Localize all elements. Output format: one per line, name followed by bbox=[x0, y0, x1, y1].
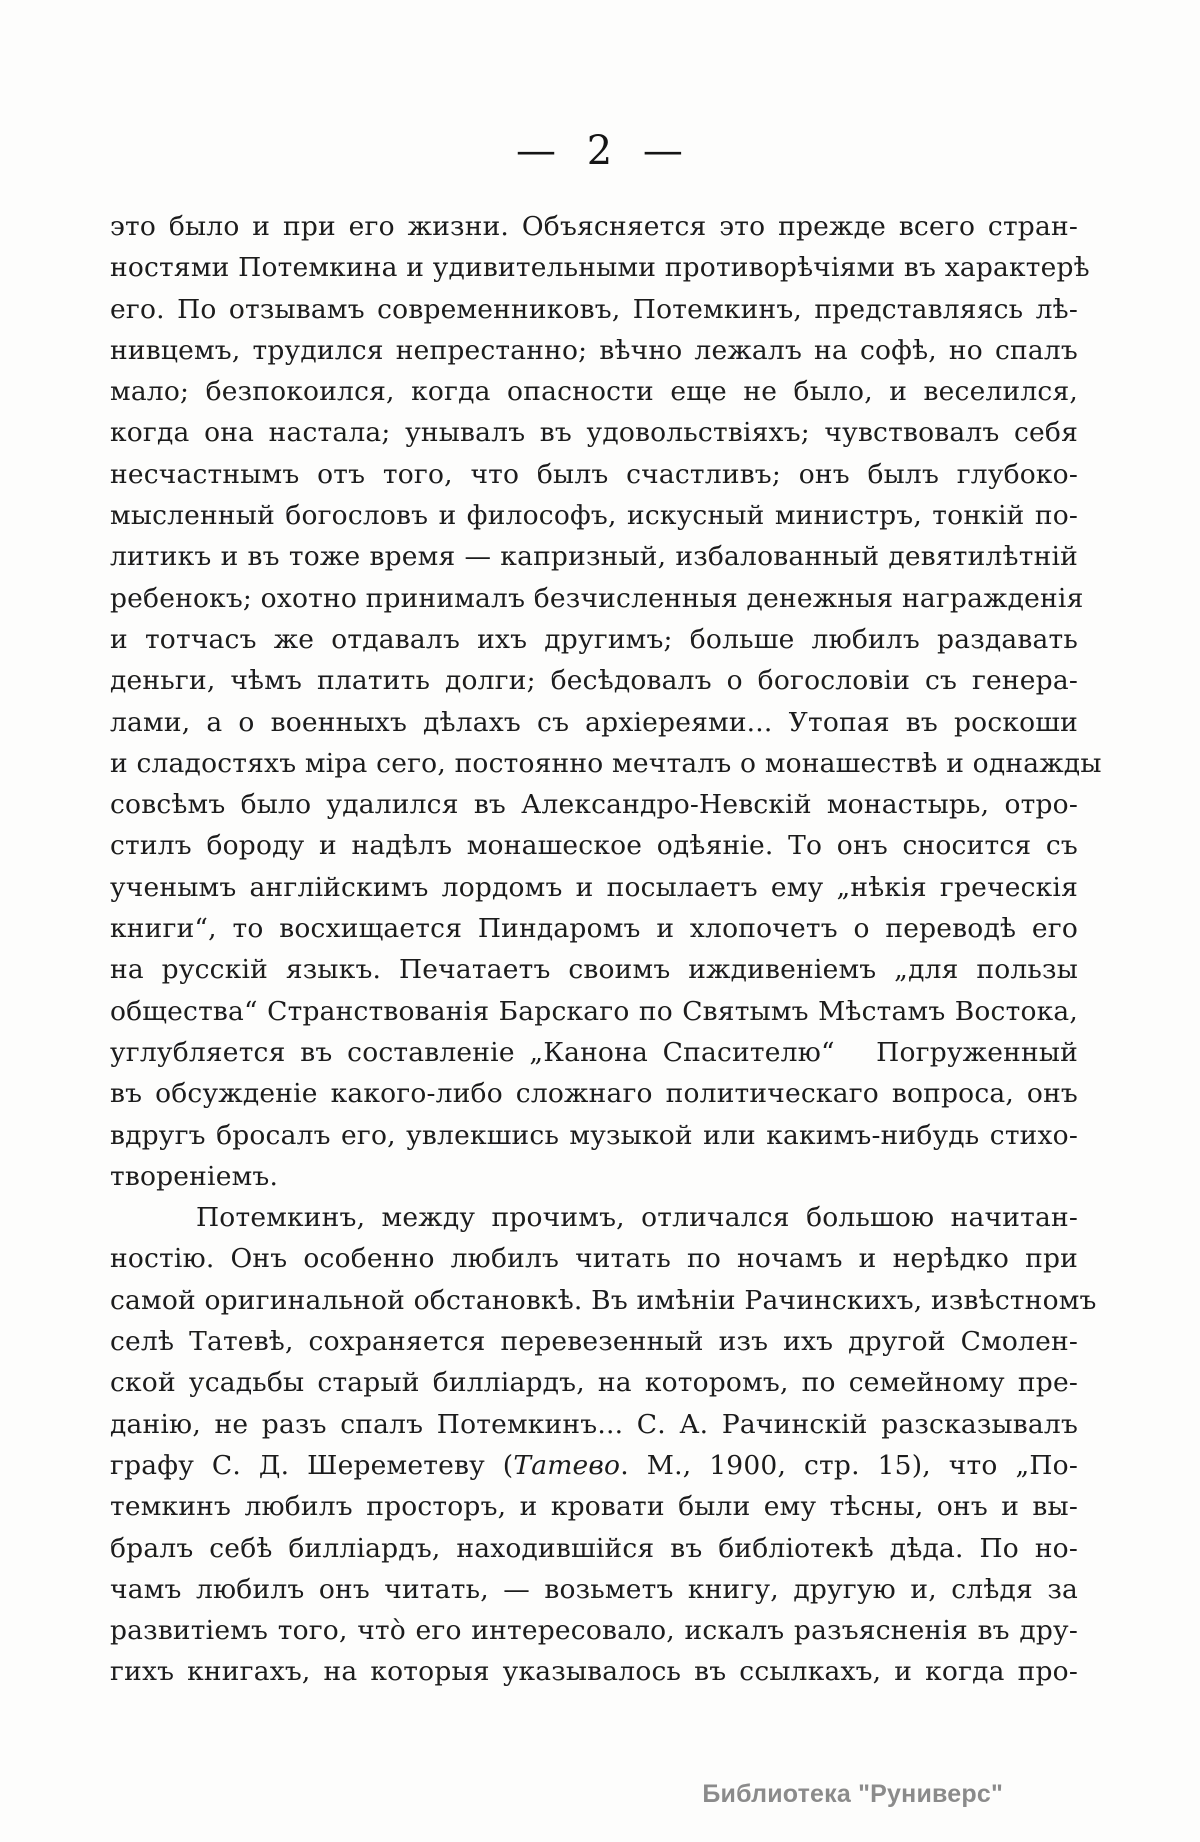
text-line bbox=[110, 330, 1078, 371]
text-line bbox=[110, 578, 1084, 619]
text-segment: бралъ себѣ билліардъ, находившійся въ библіотекѣ дѣда. По но- bbox=[110, 1532, 1078, 1564]
text-line bbox=[110, 495, 1078, 536]
text-line bbox=[110, 825, 1078, 866]
text-line bbox=[110, 949, 1078, 990]
text-line bbox=[110, 743, 1102, 784]
text-block bbox=[110, 206, 1102, 1693]
text-line bbox=[110, 908, 1078, 949]
text-segment: въ обсужденіе какого-либо сложнаго политическаго вопроса, онъ bbox=[110, 1078, 1078, 1110]
text-line bbox=[110, 1032, 1078, 1073]
text-segment: нивцемъ, трудился непрестанно; вѣчно лежалъ на софѣ, но спалъ bbox=[110, 334, 1078, 366]
text-segment: селѣ Татевѣ, сохраняется перевезенный изъ ихъ другой Смолен- bbox=[110, 1326, 1078, 1358]
text-line bbox=[110, 867, 1078, 908]
text-segment: данію, не разъ спалъ Потемкинъ... С. А. Рачинскій разсказывалъ bbox=[110, 1408, 1078, 1440]
text-line bbox=[110, 1486, 1078, 1527]
text-segment: углубляется въ составленіе „Канона Спасителю“ Погруженный bbox=[110, 1036, 1078, 1068]
text-segment: вдругъ бросалъ его, увлекшись музыкой или какимъ-нибудь стихо- bbox=[110, 1119, 1078, 1151]
text-segment: стилъ бороду и надѣлъ монашеское одѣяніе. То онъ сносится съ bbox=[110, 830, 1078, 862]
text-segment: и сладостяхъ міра сего, постоянно мечталъ о монашествѣ и однажды bbox=[110, 747, 1102, 779]
text-segment: это было и при его жизни. Объясняется это прежде всего стран- bbox=[110, 211, 1078, 242]
text-segment: ученымъ англійскимъ лордомъ и посылаетъ ему „нѣкія греческія bbox=[110, 871, 1078, 903]
text-line bbox=[110, 1362, 1078, 1403]
text-segment: литикъ и въ тоже время — капризный, избалованный девятилѣтній bbox=[110, 541, 1078, 573]
text-line bbox=[110, 412, 1078, 453]
text-segment: ностію. Онъ особенно любилъ читать по ночамъ и нерѣдко при bbox=[110, 1243, 1078, 1275]
text-line bbox=[110, 206, 1078, 247]
text-line bbox=[110, 1404, 1078, 1445]
text-segment: лами, а о военныхъ дѣлахъ съ архіереями... Утопая въ роскоши bbox=[110, 706, 1078, 738]
text-line bbox=[110, 1651, 1078, 1692]
text-line bbox=[110, 1073, 1078, 1114]
text-segment: твореніемъ. bbox=[110, 1160, 279, 1192]
text-segment: несчастнымъ отъ того, что былъ счастливъ; онъ былъ глубоко- bbox=[110, 458, 1078, 490]
text-segment: его. По отзывамъ современниковъ, Потемкинъ, представляясь лѣ- bbox=[110, 293, 1078, 325]
text-segment: мысленный богословъ и философъ, искусный министръ, тонкій по- bbox=[110, 500, 1078, 532]
text-segment: общества“ Странствованія Барскаго по Святымъ Мѣстамъ Востока, bbox=[110, 995, 1078, 1027]
text-line bbox=[110, 454, 1078, 495]
text-line bbox=[110, 1445, 1078, 1486]
text-segment: деньги, чѣмъ платить долги; бесѣдовалъ о богословіи съ генера- bbox=[110, 665, 1078, 697]
text-segment: ской усадьбы старый билліардъ, на которомъ, по семейному пре- bbox=[110, 1367, 1078, 1399]
text-segment: ностями Потемкина и удивительными противорѣчіями въ характерѣ bbox=[110, 252, 1090, 284]
text-line bbox=[110, 1156, 1078, 1197]
text-segment: развитіемъ того, что̀ его интересовало, искалъ разъясненія въ дру- bbox=[110, 1615, 1078, 1647]
text-line bbox=[110, 1528, 1078, 1569]
text-line bbox=[110, 1610, 1078, 1651]
text-line bbox=[110, 1115, 1078, 1156]
text-line bbox=[110, 991, 1078, 1032]
text-line bbox=[110, 1197, 1078, 1238]
text-segment: самой оригинальной обстановкѣ. Въ имѣніи Рачинскихъ, извѣстномъ bbox=[110, 1284, 1097, 1316]
text-segment: книги“, то восхищается Пиндаромъ и хлопочетъ о переводѣ его bbox=[110, 913, 1078, 945]
text-line bbox=[110, 371, 1078, 412]
text-line bbox=[110, 536, 1078, 577]
text-segment: графу С. Д. Шереметеву ( bbox=[110, 1449, 514, 1481]
text-line bbox=[110, 247, 1090, 288]
text-segment: гихъ книгахъ, на которыя указывалось въ ссылкахъ, и когда про- bbox=[110, 1656, 1078, 1688]
text-line bbox=[110, 619, 1078, 660]
text-segment: мало; безпокоился, когда опасности еще не было, и веселился, bbox=[110, 376, 1078, 408]
text-segment: Потемкинъ, между прочимъ, отличался большою начитан- bbox=[196, 1202, 1078, 1234]
text-line bbox=[110, 1321, 1078, 1362]
text-line bbox=[110, 1280, 1097, 1321]
text-line bbox=[110, 1569, 1078, 1610]
text-segment: когда она настала; унывалъ въ удовольствіяхъ; чувствовалъ себя bbox=[110, 417, 1078, 449]
page-number: — 2 — bbox=[516, 128, 684, 174]
watermark: Библиотека "Руниверс" bbox=[702, 1780, 1003, 1808]
text-line bbox=[110, 660, 1078, 701]
text-segment: . М., 1900, стр. 15), что „По- bbox=[620, 1449, 1078, 1481]
italic-book-title: Татево bbox=[513, 1449, 621, 1481]
paragraph-1 bbox=[110, 206, 1102, 1197]
text-line bbox=[110, 784, 1078, 825]
text-segment: и тотчасъ же отдавалъ ихъ другимъ; больше любилъ раздавать bbox=[110, 623, 1078, 655]
text-segment: чамъ любилъ онъ читать, — возьметъ книгу, другую и, слѣдя за bbox=[110, 1573, 1078, 1605]
text-segment: темкинъ любилъ просторъ, и кровати были ему тѣсны, онъ и вы- bbox=[110, 1491, 1078, 1523]
text-segment: совсѣмъ было удалился въ Александро-Невскій монастырь, отро- bbox=[110, 789, 1078, 821]
text-line bbox=[110, 702, 1078, 743]
text-line bbox=[110, 1238, 1078, 1279]
text-segment: на русскій языкъ. Печатаетъ своимъ иждивеніемъ „для пользы bbox=[110, 954, 1078, 986]
paragraph-2 bbox=[110, 1197, 1097, 1693]
text-line bbox=[110, 289, 1078, 330]
text-segment: ребенокъ; охотно принималъ безчисленныя денежныя награжденія bbox=[110, 582, 1084, 614]
